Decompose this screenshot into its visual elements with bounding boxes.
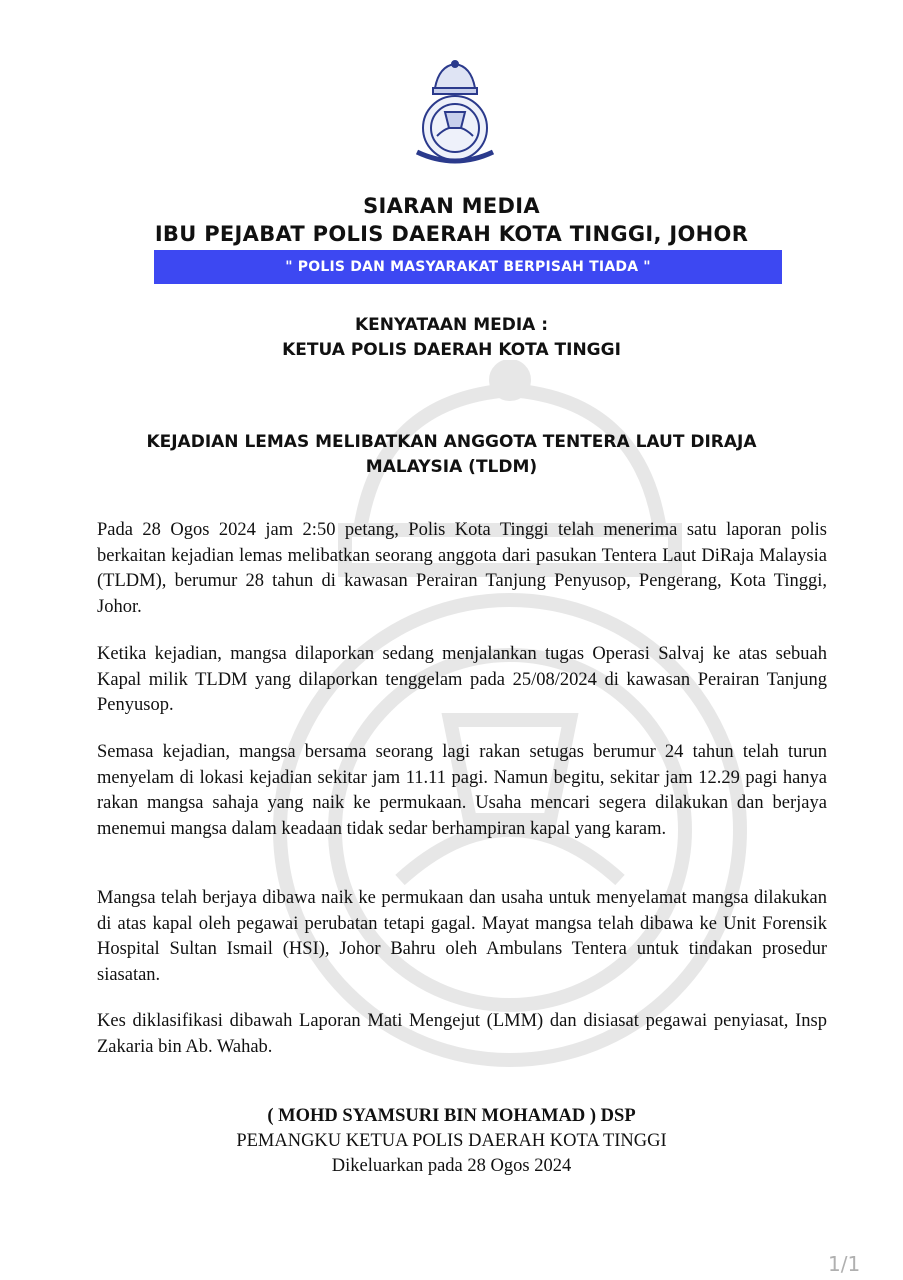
signatory-position: PEMANGKU KETUA POLIS DAERAH KOTA TINGGI	[236, 1131, 667, 1151]
police-emblem-logo	[405, 60, 505, 170]
statement-line-2: KETUA POLIS DAERAH KOTA TINGGI	[282, 340, 621, 360]
statement-line-1: KENYATAAN MEDIA :	[354, 315, 549, 335]
issued-date: Dikeluarkan pada 28 Ogos 2024	[331, 1156, 572, 1176]
signatory-name: ( MOHD SYAMSURI BIN MOHAMAD ) DSP	[267, 1106, 636, 1126]
title-line-2: IBU PEJABAT POLIS DAERAH KOTA TINGGI, JOHOR	[154, 222, 749, 246]
headline-line-1: KEJADIAN LEMAS MELIBATKAN ANGGOTA TENTERA LAUT DIRAJA	[146, 432, 757, 452]
paragraph-5: Kes diklasifikasi dibawah Laporan Mati Mengejut (LMM) dan disiasat pegawai penyiasat, Insp Zakaria bin Ab. Wahab.	[97, 1011, 827, 1057]
paragraph-3: Semasa kejadian, mangsa bersama seorang lagi rakan setugas berumur 24 tahun telah turun menyelam di lokasi kejadian sekitar jam 11.11 pagi. Namun begitu, sekitar jam 12.29 pagi hanya rakan mangsa sahaja yang naik ke permukaan. Usaha mencari segera dilakukan dan berjaya menemui mangsa dalam keadaan tidak sedar berhampiran kapal yang karam.	[97, 742, 827, 839]
headline-line-2: MALAYSIA (TLDM)	[365, 457, 538, 477]
page-indicator: 1/1	[828, 1252, 861, 1276]
paragraph-4: Mangsa telah berjaya dibawa naik ke permukaan dan usaha untuk menyelamat mangsa dilakukan di atas kapal oleh pegawai perubatan tetapi gagal. Mayat mangsa telah dibawa ke Unit Forensik Hospital Sultan Ismail (HSI), Johor Bahru oleh Ambulans Tentera untuk tindakan prosedur siasatan.	[97, 888, 827, 985]
paragraph-2: Ketika kejadian, mangsa dilaporkan sedang menjalankan tugas Operasi Salvaj ke atas sebuah Kapal milik TLDM yang dilaporkan tenggelam pada 25/08/2024 di kawasan Perairan Tanjung Penyusop.	[97, 644, 827, 715]
motto-banner: " POLIS DAN MASYARAKAT BERPISAH TIADA "	[154, 250, 782, 284]
paragraph-1: Pada 28 Ogos 2024 jam 2:50 petang, Polis Kota Tinggi telah menerima satu laporan polis berkaitan kejadian lemas melibatkan seorang anggota dari pasukan Tentera Laut DiRaja Malaysia (TLDM), berumur 28 tahun di kawasan Perairan Tanjung Penyusop, Pengerang, Kota Tinggi, Johor.	[97, 520, 827, 617]
title-line-1: SIARAN MEDIA	[363, 194, 540, 218]
